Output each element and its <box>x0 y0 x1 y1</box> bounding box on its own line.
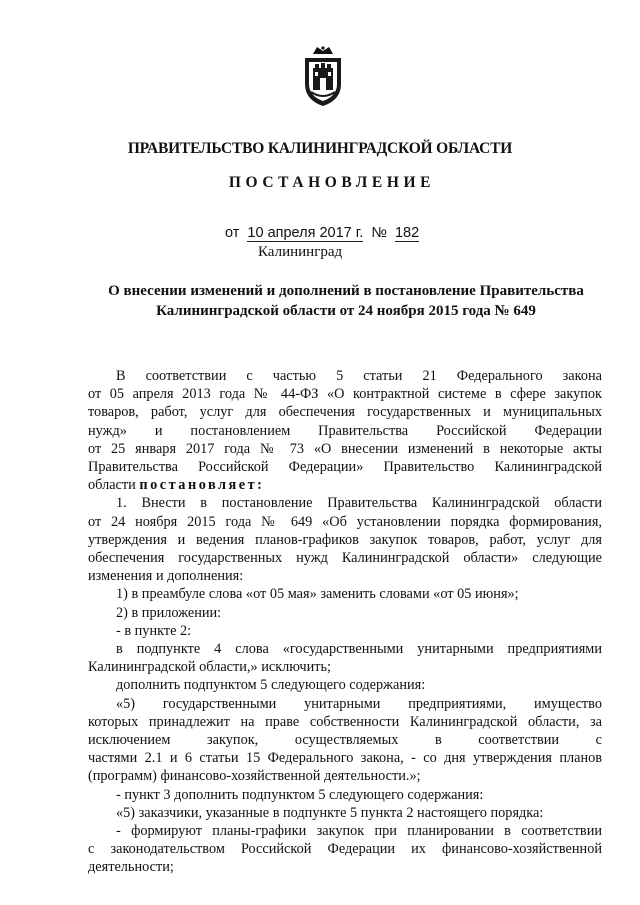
body-line: от 24 ноября 2015 года № 649 «Об установлении порядка формирования, <box>88 513 602 530</box>
body-line: утверждения и ведения планов-графиков закупок товаров, работ, услуг для <box>88 531 602 548</box>
body-line: исключением закупок, осуществляемых в соответствии с <box>88 732 602 749</box>
body-line: «5) государственными унитарными предприятиями, имущество <box>116 695 602 712</box>
coat-of-arms-emblem <box>299 44 347 108</box>
city: Калининград <box>258 244 343 260</box>
government-title: ПРАВИТЕЛЬСТВО КАЛИНИНГРАДСКОЙ ОБЛАСТИ <box>127 140 513 157</box>
body-line: от 05 апреля 2013 года № 44-ФЗ «О контрактной системе в сфере закупок <box>88 386 602 403</box>
subject-line: О внесении изменений и дополнений в постановление Правительства <box>108 283 584 299</box>
body-line: 1. Внести в постановление Правительства Калининградской области <box>116 495 602 512</box>
body-line: - пункт 3 дополнить подпунктом 5 следующего содержания: <box>116 786 484 803</box>
body-line: Калининградской области,» исключить; <box>88 659 332 676</box>
date-prefix: от <box>225 225 240 241</box>
body-line: - в пункте 2: <box>116 622 192 639</box>
body-line: частями 2.1 и 6 статьи 15 Федерального закона, - со дня утверждения планов <box>88 750 602 767</box>
body-line: дополнить подпунктом 5 следующего содержания: <box>116 677 426 694</box>
body-line: обеспечения государственных нужд Калининградской области» следующие <box>88 550 602 567</box>
body-line: В соответствии с частью 5 статьи 21 Федерального закона <box>116 368 602 384</box>
body-line: товаров, работ, услуг для обеспечения государственных и муниципальных <box>88 404 602 421</box>
document-type: ПОСТАНОВЛЕНИЕ <box>228 174 436 191</box>
body-line: в подпункте 4 слова «государственными унитарными предприятиями <box>116 641 602 658</box>
body-text: области <box>88 477 136 494</box>
document-body <box>88 367 602 877</box>
body-line <box>88 476 602 494</box>
date-number-line <box>225 225 423 241</box>
number-sign: № <box>371 225 387 241</box>
document-date: 10 апреля 2017 г. <box>247 225 364 241</box>
body-line: деятельности; <box>88 859 174 876</box>
body-line: «5) заказчики, указанные в подпункте 5 пункта 2 настоящего порядка: <box>116 804 544 821</box>
body-line: Правительства Российской Федерации» Правительство Калининградской <box>88 459 602 476</box>
body-line: с законодательством Российской Федерации их финансово-хозяйственной <box>88 841 602 858</box>
body-line: 2) в приложении: <box>116 604 222 621</box>
body-line: от 25 января 2017 года № 73 «О внесении изменений в некоторые акты <box>88 440 602 457</box>
body-line: изменения и дополнения: <box>88 568 244 585</box>
document-number: 182 <box>394 225 420 241</box>
decree-word: постановляет: <box>139 477 265 494</box>
body-line: - формируют планы-графики закупок при планировании в соответствии <box>116 823 602 840</box>
body-line: которых принадлежит на праве собственности Калининградской области, за <box>88 713 602 730</box>
subject-line: Калининградской области от 24 ноября 2015 года № 649 <box>156 303 536 319</box>
body-line: (программ) финансово-хозяйственной деятельности.»; <box>88 768 421 785</box>
body-line: нужд» и постановлением Правительства Российской Федерации <box>88 422 602 439</box>
document-subject <box>86 281 606 321</box>
body-line: 1) в преамбуле слова «от 05 мая» заменить словами «от 05 июня»; <box>116 586 519 603</box>
